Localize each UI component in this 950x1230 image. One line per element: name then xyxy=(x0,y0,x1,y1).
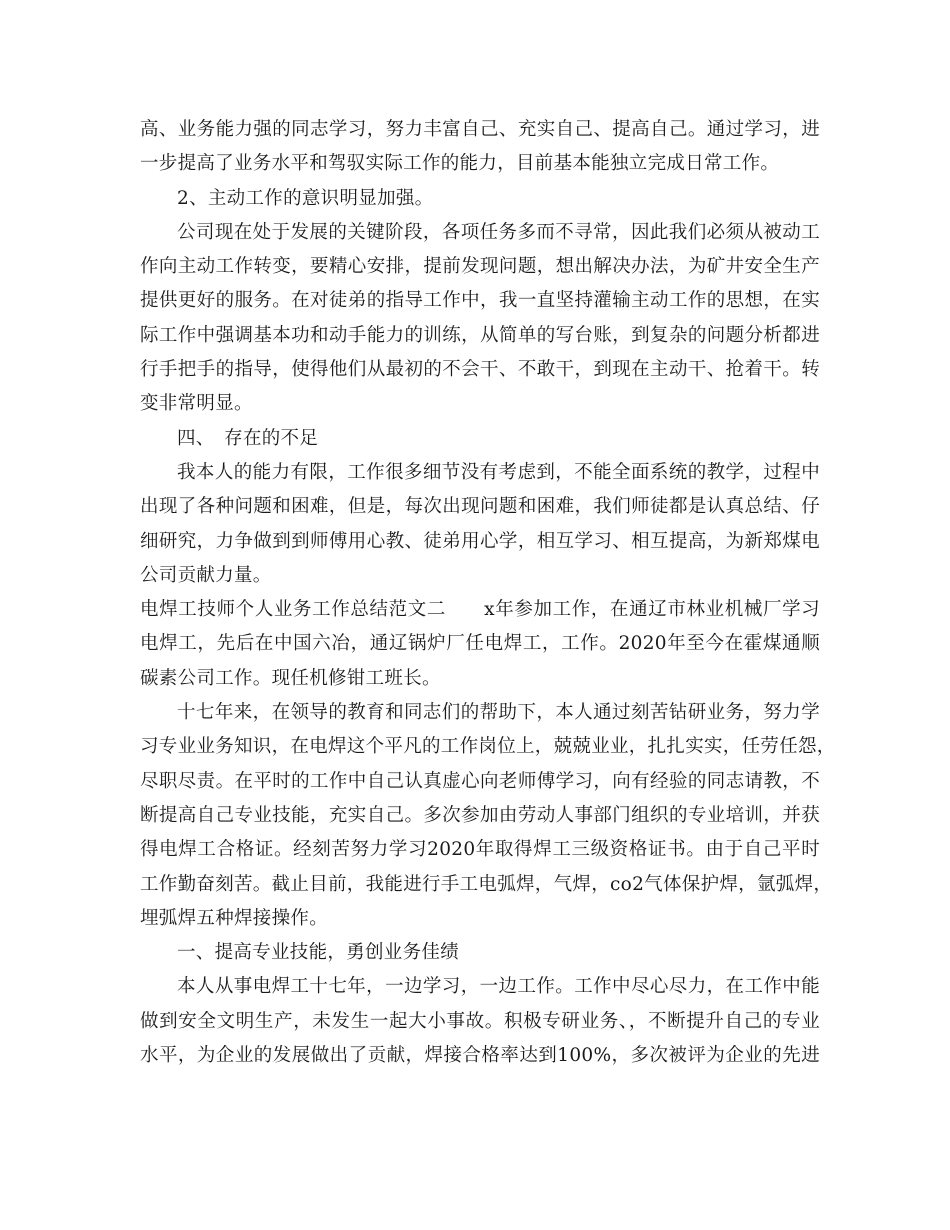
document-title-line: 电焊工技师个人业务工作总结范文二 x年参加工作，在通辽市林业机械厂学习 xyxy=(140,599,820,621)
text-line: 碳素公司工作。现任机修钳工班长。 xyxy=(140,667,441,689)
text-line: 一步提高了业务水平和驾驭实际工作的能力，目前基本能独立完成日常工作。 xyxy=(140,153,780,175)
text-line: 公司贡献力量。 xyxy=(140,564,272,586)
text-line: 高、业务能力强的同志学习，努力丰富自己、充实自己、提高自己。通过学习，进 xyxy=(140,119,820,140)
text-line: 工作勤奋刻苦。截止目前，我能进行手工电弧焊，气焊，co2气体保护焊，氩弧焊， xyxy=(140,873,833,895)
section-heading: 一、提高专业技能，勇创业务佳绩 xyxy=(177,942,460,964)
text-line: 公司现在处于发展的关键阶段，各项任务多而不寻常，因此我们必须从被动工 xyxy=(177,221,820,243)
text-line: 作向主动工作转变，要精心安排，提前发现问题，想出解决办法，为矿井安全生产 xyxy=(140,256,820,278)
text-line: 水平，为企业的发展做出了贡献，焊接合格率达到100%，多次被评为企业的先进 xyxy=(140,1045,820,1067)
text-line: 细研究，力争做到到师傅用心教、徒弟用心学，相互学习、相互提高，为新郑煤电 xyxy=(140,530,820,552)
text-line: 十七年来，在领导的教育和同志们的帮助下，本人通过刻苦钻研业务，努力学 xyxy=(177,702,820,724)
text-line: 提供更好的服务。在对徒弟的指导工作中，我一直坚持灌输主动工作的思想，在实 xyxy=(140,290,820,312)
section-heading: 四、 存在的不足 xyxy=(177,427,319,449)
text-line: 电焊工，先后在中国六冶，通辽锅炉厂任电焊工，工作。2020年至今在霍煤通顺 xyxy=(140,633,820,655)
document-body xyxy=(140,113,836,1073)
text-line: 变非常明显。 xyxy=(140,393,253,415)
text-line: 埋弧焊五种焊接操作。 xyxy=(140,907,329,929)
text-line: 出现了各种问题和困难，但是，每次出现问题和困难，我们师徒都是认真总结、仔 xyxy=(140,496,820,518)
text-line: 行手把手的指导，使得他们从最初的不会干、不敢干，到现在主动干、抢着干。转 xyxy=(140,359,820,381)
text-line: 本人从事电焊工十七年，一边学习，一边工作。工作中尽心尽力，在工作中能 xyxy=(177,976,820,998)
section-heading: 2、主动工作的意识明显加强。 xyxy=(177,187,434,209)
text-line: 尽职尽责。在平时的工作中自己认真虚心向老师傅学习，向有经验的同志请教，不 xyxy=(140,770,820,792)
text-line: 习专业业务知识，在电焊这个平凡的工作岗位上，兢兢业业，扎扎实实，任劳任怨， xyxy=(140,736,836,758)
text-line: 际工作中强调基本功和动手能力的训练，从简单的写台账，到复杂的问题分析都进 xyxy=(140,324,820,346)
text-line: 断提高自己专业技能，充实自己。多次参加由劳动人事部门组织的专业培训，并获 xyxy=(140,804,820,826)
text-line: 得电焊工合格证。经刻苦努力学习2020年取得焊工三级资格证书。由于自己平时 xyxy=(140,839,820,861)
text-line: 做到安全文明生产，未发生一起大小事故。积极专研业务、，不断提升自己的专业 xyxy=(140,1010,820,1032)
text-line: 我本人的能力有限，工作很多细节没有考虑到，不能全面系统的教学，过程中 xyxy=(177,461,820,483)
